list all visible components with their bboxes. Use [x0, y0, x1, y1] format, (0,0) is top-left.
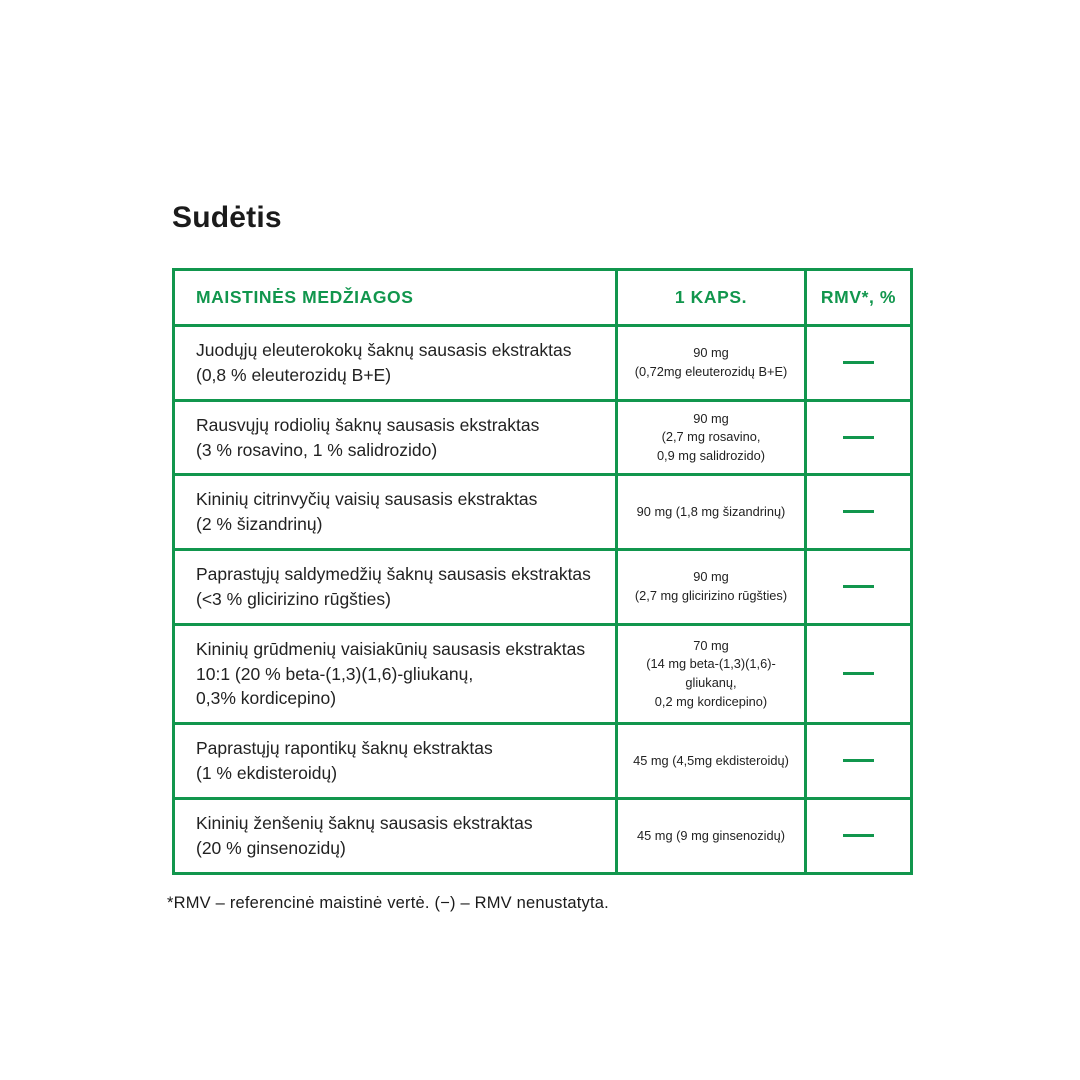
ingredient-amount: 90 mg (0,72mg eleuterozidų B+E) — [617, 326, 806, 401]
ingredient-name: Kininių ženšenių šaknų sausasis ekstraktas (20 % ginsenozidų) — [174, 798, 617, 873]
ingredient-rmv — [806, 475, 912, 550]
ingredient-rmv — [806, 724, 912, 799]
column-header-rmv: RMV*, % — [806, 270, 912, 326]
ingredients-table — [172, 268, 913, 875]
ingredient-name: Kininių citrinvyčių vaisių sausasis ekstraktas (2 % šizandrinų) — [174, 475, 617, 550]
rmv-dash — [843, 361, 874, 364]
table-body — [174, 326, 912, 874]
rmv-dash — [843, 834, 874, 837]
table-row — [174, 798, 912, 873]
ingredient-name: Kininių grūdmenių vaisiakūnių sausasis ekstraktas 10:1 (20 % beta-(1,3)(1,6)-gliukanų, 0,3% kordicepino) — [174, 624, 617, 724]
rmv-footnote: *RMV – referencinė maistinė vertė. (−) – RMV nenustatyta. — [167, 893, 609, 912]
table-header-row — [174, 270, 912, 326]
table-row — [174, 326, 912, 401]
ingredient-rmv — [806, 326, 912, 401]
ingredient-name: Rausvųjų rodiolių šaknų sausasis ekstraktas (3 % rosavino, 1 % salidrozido) — [174, 400, 617, 475]
ingredient-name: Paprastųjų saldymedžių šaknų sausasis ekstraktas (<3 % glicirizino rūgšties) — [174, 550, 617, 625]
ingredient-amount: 90 mg (2,7 mg rosavino, 0,9 mg salidrozido) — [617, 400, 806, 475]
table-row — [174, 624, 912, 724]
column-header-nutrients: MAISTINĖS MEDŽIAGOS — [174, 270, 617, 326]
table-row — [174, 550, 912, 625]
ingredient-rmv — [806, 400, 912, 475]
column-header-per-capsule: 1 KAPS. — [617, 270, 806, 326]
ingredient-name: Juodųjų eleuterokokų šaknų sausasis ekstraktas (0,8 % eleuterozidų B+E) — [174, 326, 617, 401]
table-row — [174, 724, 912, 799]
ingredient-amount: 90 mg (2,7 mg glicirizino rūgšties) — [617, 550, 806, 625]
rmv-dash — [843, 759, 874, 762]
ingredient-amount: 45 mg (4,5mg ekdisteroidų) — [617, 724, 806, 799]
rmv-dash — [843, 436, 874, 439]
page-title: Sudėtis — [172, 201, 282, 234]
table-row — [174, 400, 912, 475]
ingredient-amount: 45 mg (9 mg ginsenozidų) — [617, 798, 806, 873]
rmv-dash — [843, 672, 874, 675]
ingredient-name: Paprastųjų rapontikų šaknų ekstraktas (1 % ekdisteroidų) — [174, 724, 617, 799]
composition-section — [167, 201, 917, 913]
table-row — [174, 475, 912, 550]
ingredient-rmv — [806, 798, 912, 873]
ingredient-rmv — [806, 624, 912, 724]
rmv-dash — [843, 585, 874, 588]
rmv-dash — [843, 510, 874, 513]
ingredient-amount: 70 mg (14 mg beta-(1,3)(1,6)-gliukanų, 0,2 mg kordicepino) — [617, 624, 806, 724]
ingredient-rmv — [806, 550, 912, 625]
ingredient-amount: 90 mg (1,8 mg šizandrinų) — [617, 475, 806, 550]
